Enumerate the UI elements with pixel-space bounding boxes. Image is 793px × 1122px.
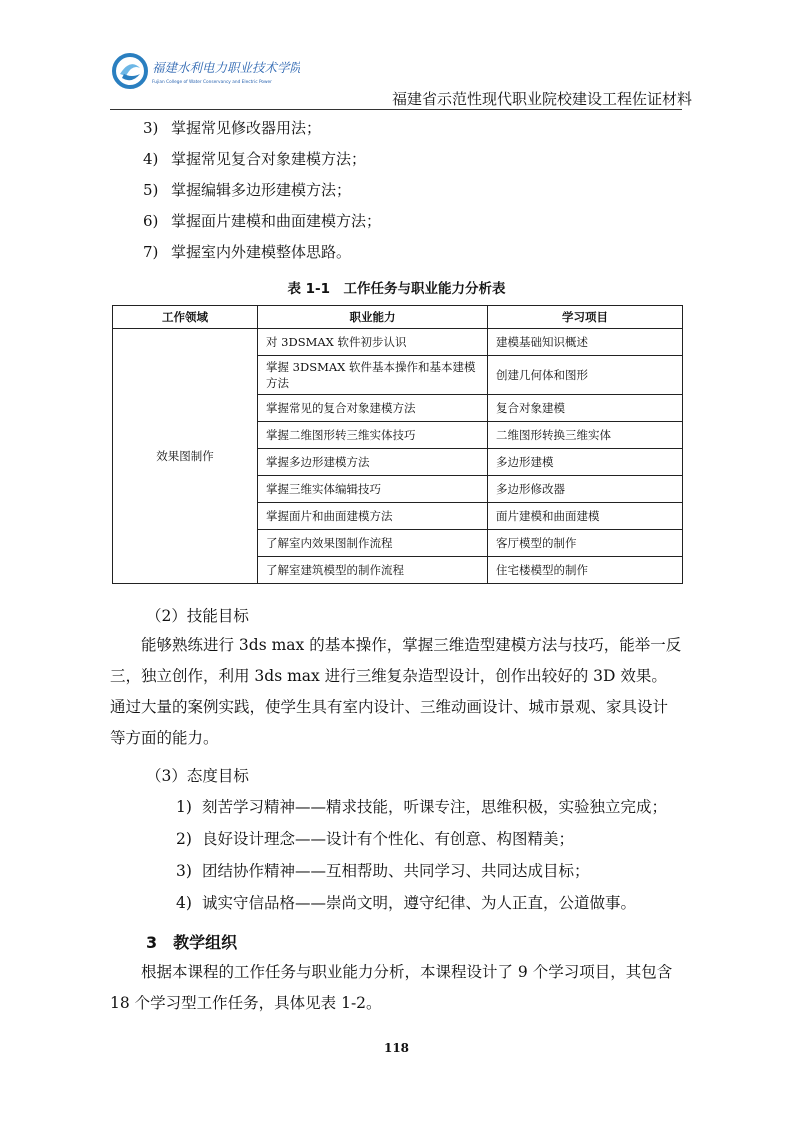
list-item: 3) 掌握常见修改器用法； <box>143 119 322 137</box>
list-item: 1) 刻苦学习精神——精求技能，听课专注，思维积极，实验独立完成； <box>176 798 668 816</box>
work-area-cell: 效果图制作 <box>113 329 258 584</box>
list-item: 4) 诚实守信品格——崇尚文明，遵守纪律、为人正直，公道做事。 <box>176 894 637 912</box>
table-header-row <box>113 306 683 329</box>
header-divider <box>110 109 682 110</box>
list-item: 7) 掌握室内外建模整体思路。 <box>143 243 352 261</box>
project-cell: 复合对象建模 <box>488 395 683 422</box>
attitude-list <box>176 791 667 919</box>
ability-cell: 掌握三维实体编辑技巧 <box>258 476 488 503</box>
project-cell: 多边形建模 <box>488 449 683 476</box>
section-paragraph: 根据本课程的工作任务与职业能力分析，本课程设计了 9 个学习项目，其包含 18 个学习型工作任务，具体见表 1-2。 <box>110 963 673 1012</box>
table-row <box>113 329 683 356</box>
ability-cell: 了解室内效果图制作流程 <box>258 530 488 557</box>
list-item: 3) 团结协作精神——互相帮助、共同学习、共同达成目标； <box>176 862 590 880</box>
header-subtitle: 福建省示范性现代职业院校建设工程佐证材料 <box>392 90 693 108</box>
skill-goal-paragraph: 能够熟练进行 3ds max 的基本操作，掌握三维造型建模方法与技巧，能举一反三，独立创作，利用 3ds max 进行三维复杂造型设计，创作出较好的 3D 效果。通过大量的案例实践，使学生具有室内设计、三维动画设计、城市景观、家具设计等方面的能力。 <box>110 636 682 747</box>
project-cell: 多边形修改器 <box>488 476 683 503</box>
ability-cell: 掌握 3DSMAX 软件基本操作和基本建模方法 <box>258 356 488 395</box>
list-item: 5) 掌握编辑多边形建模方法； <box>143 181 352 199</box>
column-header: 学习项目 <box>488 306 683 329</box>
ability-cell: 掌握常见的复合对象建模方法 <box>258 395 488 422</box>
project-cell: 建模基础知识概述 <box>488 329 683 356</box>
ability-cell: 掌握面片和曲面建模方法 <box>258 503 488 530</box>
skills-list <box>143 113 381 268</box>
table-caption: 表 1-1 工作任务与职业能力分析表 <box>287 281 506 297</box>
skill-goal-heading: （2）技能目标 <box>146 607 249 625</box>
ability-cell: 了解室建筑模型的制作流程 <box>258 557 488 584</box>
list-item: 2) 良好设计理念——设计有个性化、有创意、构图精美； <box>176 830 575 848</box>
project-cell: 客厅模型的制作 <box>488 530 683 557</box>
project-cell: 创建几何体和图形 <box>488 356 683 395</box>
logo-emblem-icon <box>110 50 300 92</box>
column-header: 工作领域 <box>113 306 258 329</box>
project-cell: 二维图形转换三维实体 <box>488 422 683 449</box>
task-ability-table <box>112 305 683 584</box>
column-header: 职业能力 <box>258 306 488 329</box>
page-number: 118 <box>383 1041 410 1055</box>
school-name: 福建水利电力职业技术学院 <box>152 60 300 75</box>
ability-cell: 掌握多边形建模方法 <box>258 449 488 476</box>
ability-cell: 掌握二维图形转三维实体技巧 <box>258 422 488 449</box>
school-logo <box>110 50 300 92</box>
school-name-en: Fujian College of Water Conservancy and Electric Power <box>152 80 272 85</box>
attitude-goal-heading: （3）态度目标 <box>146 767 249 785</box>
project-cell: 住宅楼模型的制作 <box>488 557 683 584</box>
section-heading: 3 教学组织 <box>146 933 238 952</box>
list-item: 6) 掌握面片建模和曲面建模方法； <box>143 212 382 230</box>
ability-cell: 对 3DSMAX 软件初步认识 <box>258 329 488 356</box>
list-item: 4) 掌握常见复合对象建模方法； <box>143 150 367 168</box>
project-cell: 面片建模和曲面建模 <box>488 503 683 530</box>
